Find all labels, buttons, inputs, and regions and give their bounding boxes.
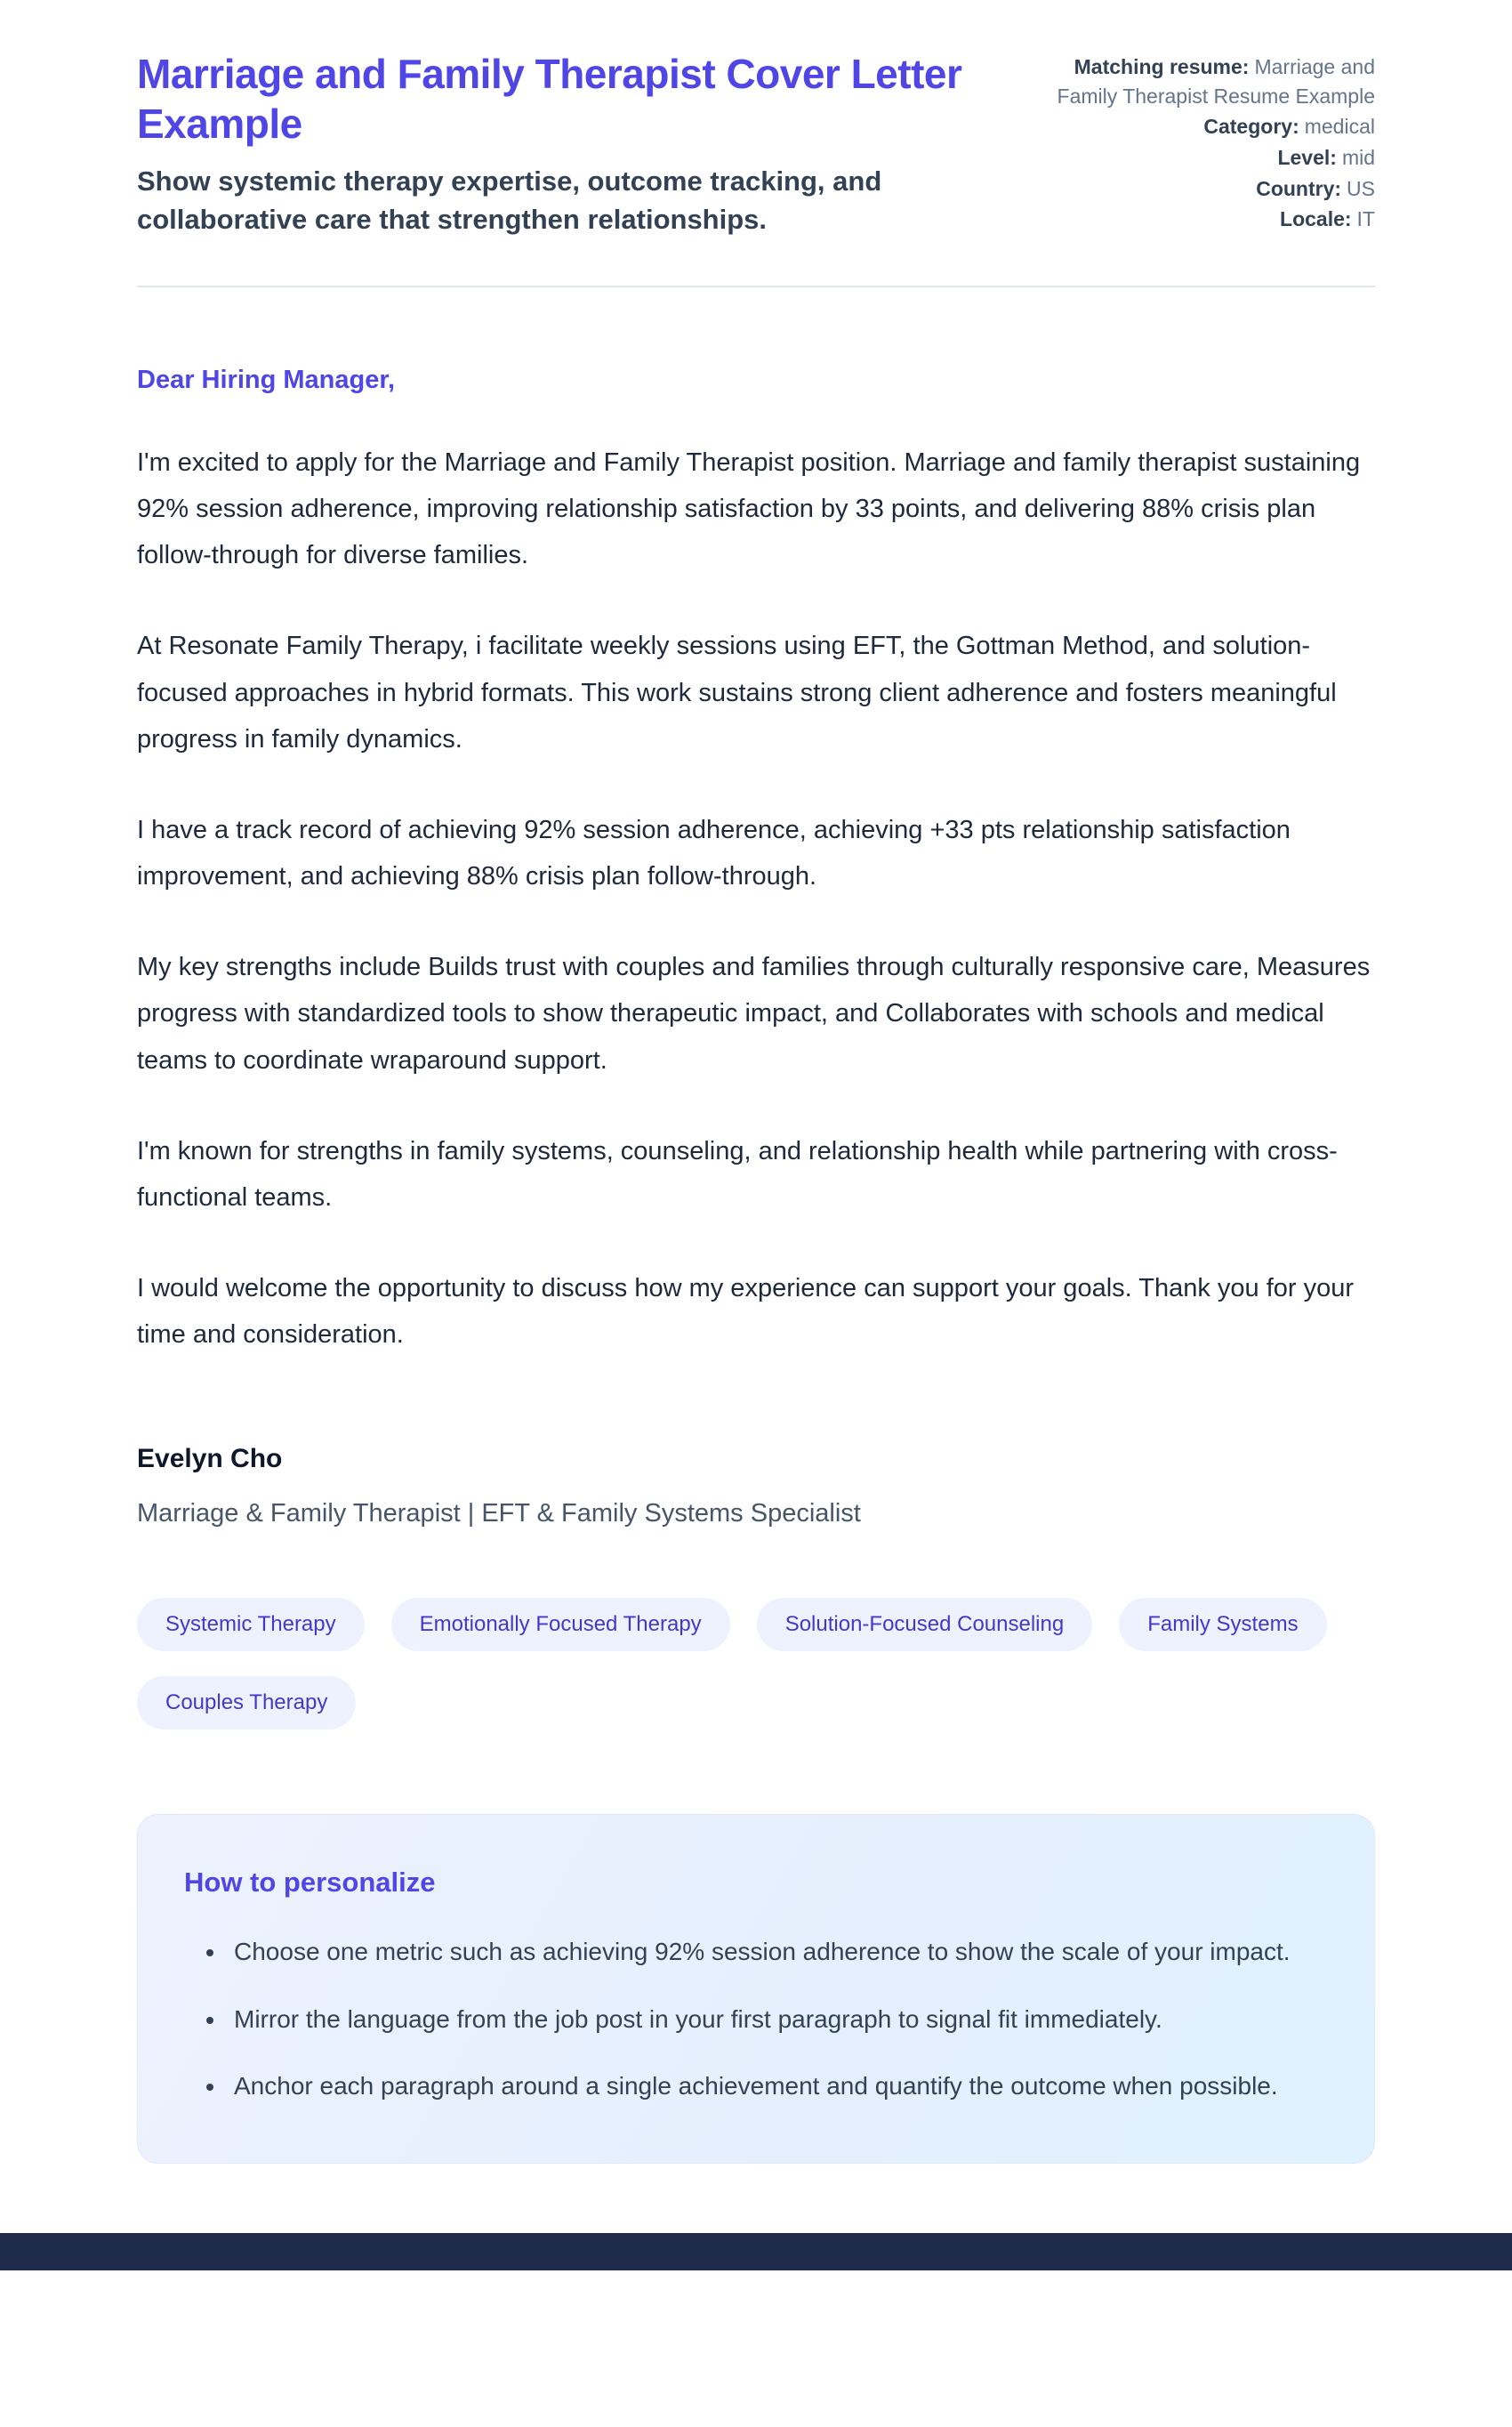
page-subtitle: Show systemic therapy expertise, outcome tracking, and collaborative care that strengthen relationships. — [137, 165, 882, 235]
cover-letter — [137, 366, 1375, 1528]
footer-bar — [0, 2233, 1512, 2270]
signature-title: Marriage & Family Therapist | EFT & Family Systems Specialist — [137, 1498, 861, 1528]
personalize-tips-list — [184, 1932, 1328, 2105]
meta-label: Matching resume: — [1074, 55, 1250, 78]
meta-row — [1044, 52, 1375, 110]
letter-paragraph: I have a track record of achieving 92% session adherence, achieving +33 pts relationship satisfaction improvement, and achieving 88% crisis plan follow-through. — [137, 815, 1291, 891]
personalize-tip: • Mirror the language from the job post in your first paragraph to signal fit immediately. — [227, 2000, 1321, 2038]
meta-row — [1044, 205, 1375, 234]
letter-paragraph: I would welcome the opportunity to discuss how my experience can support your goals. Thank you for your time and consideration. — [137, 1274, 1355, 1350]
skill-tag-pill: Systemic Therapy — [137, 1598, 365, 1651]
resume-meta — [1044, 49, 1375, 239]
header-left — [137, 49, 1001, 239]
meta-row — [1044, 143, 1375, 173]
skill-tags — [137, 1598, 1375, 1730]
page-title: Marriage and Family Therapist Cover Letter Example — [137, 51, 962, 148]
letter-paragraph: I'm excited to apply for the Marriage and Family Therapist position. Marriage and family therapist sustaining 92% session adherence, improving relationship satisfaction by 33 points, and delivering 88% crisis plan follow-through for diverse families. — [137, 448, 1361, 570]
meta-row — [1044, 112, 1375, 141]
personalize-tip: • Anchor each paragraph around a single achievement and quantify the outcome when possible. — [227, 2067, 1321, 2105]
header-divider — [137, 286, 1375, 287]
header — [137, 49, 1375, 239]
meta-label: Country: — [1256, 176, 1342, 200]
meta-row — [1044, 174, 1375, 204]
personalize-heading: How to personalize — [184, 1867, 436, 1899]
skill-tag-pill: Couples Therapy — [137, 1676, 356, 1730]
meta-label: Level: — [1277, 145, 1337, 169]
page-container — [137, 0, 1375, 2164]
letter-paragraph: At Resonate Family Therapy, i facilitate weekly sessions using EFT, the Gottman Method, and solution-focused approaches in hybrid formats. This work sustains strong client adherence and fosters meaningful progress in family dynamics. — [137, 632, 1337, 754]
letter-paragraph: I'm known for strengths in family systems, counseling, and relationship health while partnering with cross-functional teams. — [137, 1136, 1338, 1212]
meta-label: Category: — [1203, 115, 1299, 139]
letter-paragraphs — [137, 439, 1375, 1359]
signature-name: Evelyn Cho — [137, 1443, 283, 1473]
letter-paragraph: My key strengths include Builds trust with couples and families through culturally responsive care, Measures progress with standardized tools to show therapeutic impact, and Collaborates with schools and medical teams to coordinate wraparound support. — [137, 953, 1371, 1075]
meta-label: Locale: — [1280, 207, 1352, 231]
personalize-callout — [137, 1814, 1375, 2163]
skill-tag-pill: Family Systems — [1119, 1598, 1326, 1651]
skill-tag-pill: Emotionally Focused Therapy — [391, 1598, 730, 1651]
meta-value: mid — [1341, 145, 1375, 169]
meta-value: Marriage and Family Therapist Resume Example — [1057, 55, 1375, 108]
skill-tag-pill: Solution-Focused Counseling — [757, 1598, 1093, 1651]
salutation: Dear Hiring Manager, — [137, 365, 396, 394]
personalize-tip: • Choose one metric such as achieving 92% session adherence to show the scale of your impact. — [227, 1932, 1321, 1971]
meta-value: US — [1347, 176, 1375, 200]
meta-value: IT — [1356, 207, 1375, 231]
meta-value: medical — [1304, 115, 1375, 139]
